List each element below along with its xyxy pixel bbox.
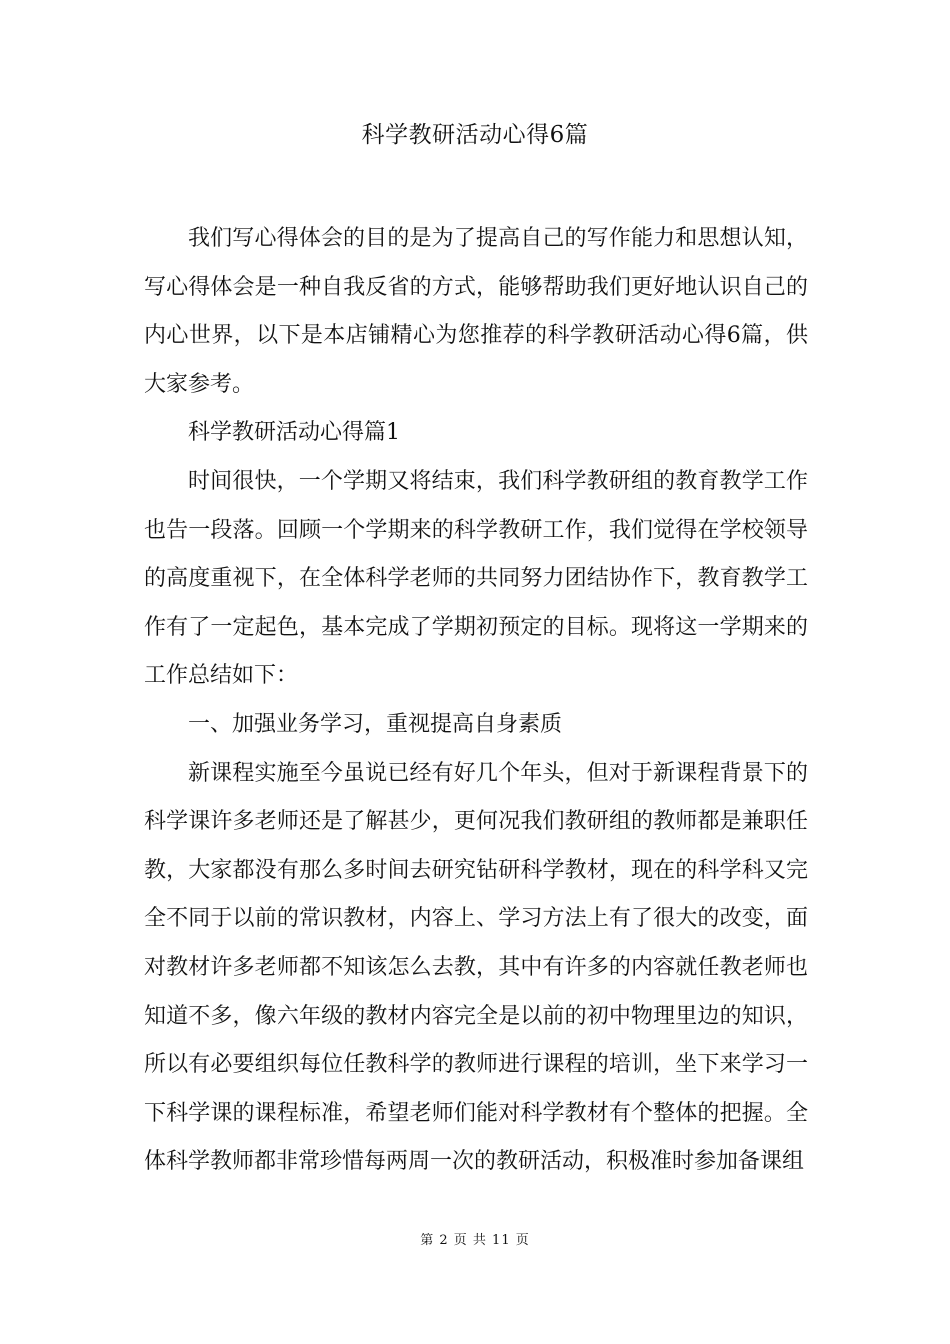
document-body	[144, 215, 808, 1187]
intro-paragraph: 我们写心得体会的目的是为了提高自己的写作能力和思想认知，写心得体会是一种自我反省的方式，能够帮助我们更好地认识自己的内心世界，以下是本店铺精心为您推荐的科学教研活动心得6篇，供大家参考。	[144, 226, 808, 397]
page-footer: 第 2 页 共 11 页	[420, 1233, 530, 1248]
section-heading: 科学教研活动心得篇1	[188, 420, 400, 446]
body-paragraph: 时间很快，一个学期又将结束，我们科学教研组的教育教学工作也告一段落。回顾一个学期来的科学教研工作，我们觉得在学校领导的高度重视下，在全体科学老师的共同努力团结协作下，教育教学工作有了一定起色，基本完成了学期初预定的目标。现将这一学期来的工作总结如下：	[144, 468, 808, 689]
subsection-heading: 一、加强业务学习，重视提高自身素质	[188, 711, 563, 737]
body-paragraph: 新课程实施至今虽说已经有好几个年头，但对于新课程背景下的科学课许多老师还是了解甚少，更何况我们教研组的教师都是兼职任教，大家都没有那么多时间去研究钻研科学教材，现在的科学科又完全不同于以前的常识教材，内容上、学习方法上有了很大的改变，面对教材许多老师都不知该怎么去教，其中有许多的内容就任教老师也知道不多，像六年级的教材内容完全是以前的初中物理里边的知识，所以有必要组织每位任教科学的教师进行课程的培训，坐下来学习一下科学课的课程标准，希望老师们能对科学教材有个整体的把握。全体科学教师都非常珍惜每两周一次的教研活动，积极准时参加备课组	[144, 760, 808, 1175]
page-title: 科学教研活动心得6篇	[361, 122, 589, 148]
